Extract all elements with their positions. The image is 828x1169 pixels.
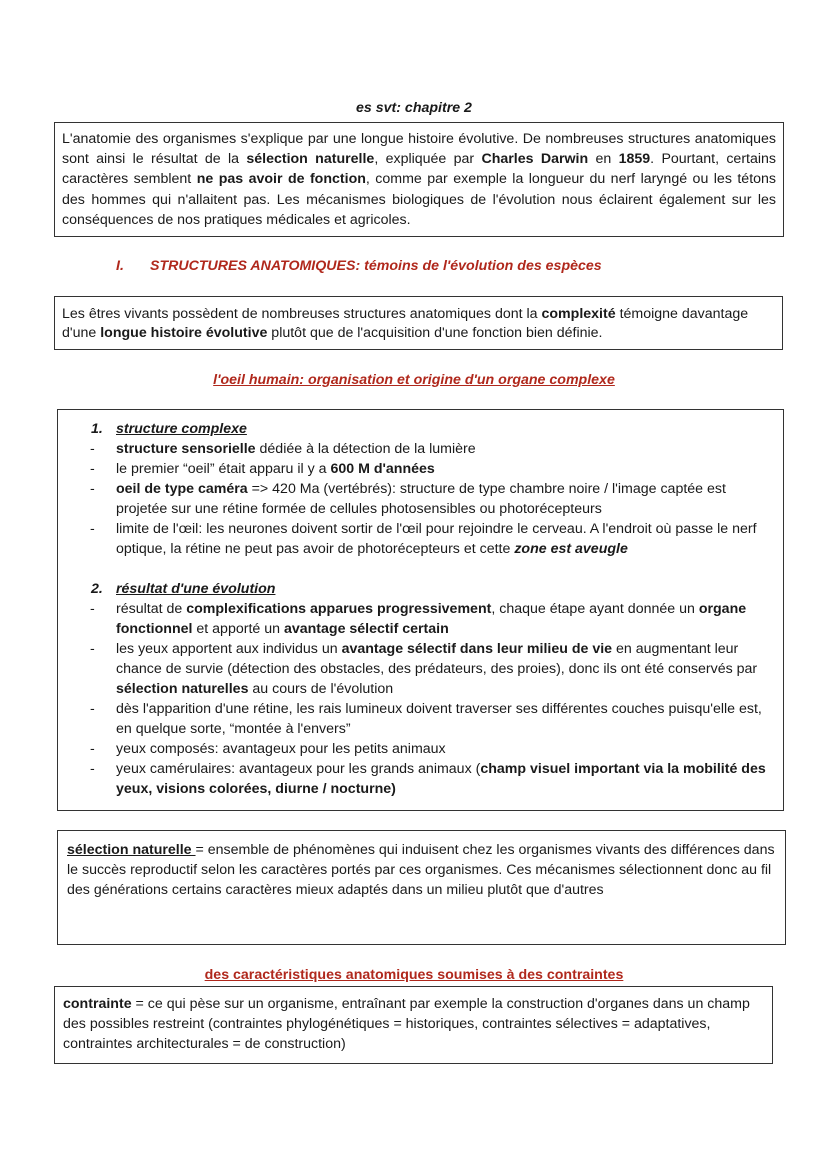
text: plutôt que de l'acquisition d'une fonction bien définie. (267, 325, 603, 341)
definition-selection-box (57, 830, 786, 945)
text: témoigne davantage d'une (62, 306, 749, 341)
part1-list (58, 439, 775, 559)
list-item (58, 479, 775, 519)
text: dédiée à la détection de la lumière (255, 441, 476, 457)
definition-term: sélection naturelle (67, 842, 196, 858)
intro-term-year: 1859 (618, 151, 651, 168)
part2-title: résultat d'une évolution (116, 581, 276, 597)
section-intro-box (54, 296, 783, 350)
list-item (58, 519, 775, 559)
bold-text: complexifications apparues progressivement (186, 601, 492, 617)
text: les yeux apportent aux individus un (116, 641, 342, 657)
text: dès l'apparition d'une rétine, les rais lumineux doivent traverser ses différentes couches puisqu'elle est, en quelque sorte, “montée à l'envers” (116, 701, 762, 737)
bold-text: oeil de type caméra (116, 481, 248, 497)
list-item (58, 639, 775, 699)
subheading-eye: l'oeil humain: organisation et origine d'un organe complexe (213, 372, 615, 388)
text: résultat de (116, 601, 187, 617)
intro-box (54, 122, 784, 237)
text: => 420 Ma (vertébrés): structure de type chambre noire / l'image captée est projetée sur une rétine formée de cellules photosensibles ou photorécepteurs (116, 481, 726, 517)
eye-box (57, 409, 784, 811)
intro-text: , expliquée par (374, 151, 482, 168)
part1-heading (58, 419, 775, 439)
section-heading (116, 258, 602, 274)
text: le premier “oeil” était apparu il y a (116, 461, 331, 477)
subheading-constraints: des caractéristiques anatomiques soumises à des contraintes (204, 967, 624, 983)
intro-text: , comme par exemple la longueur du nerf laryngé ou les tétons des hommes qui n'allaitent pas. Les mécanismes biologiques de l'évolution nous éclairent également sur les conséquences de nos pratiques médicales et agricoles. (62, 171, 777, 228)
definition-term: contrainte (63, 996, 132, 1012)
section-number: I. (116, 258, 124, 274)
bold-text: avantage sélectif certain (283, 621, 449, 637)
bold-text: avantage sélectif dans leur milieu de vie (341, 641, 613, 657)
text: au cours de l'évolution (248, 681, 394, 697)
bold-text: structure sensorielle (116, 441, 256, 457)
list-item (58, 759, 775, 799)
text: limite de l'œil: les neurones doivent sortir de l'œil pour rejoindre le cerveau. A l'endroit où passe le nerf optique, la rétine ne peut pas avoir de photorécepteurs et cette (116, 521, 757, 557)
part1-title: structure complexe (116, 421, 247, 437)
part2-list (58, 599, 775, 799)
intro-text: en (588, 151, 619, 168)
part2-number: 2. (91, 581, 103, 597)
bold-text: 600 M d'années (330, 461, 435, 477)
text: et apporté un (192, 621, 284, 637)
text: yeux composés: avantageux pour les petits animaux (116, 741, 446, 757)
text: Les êtres vivants possèdent de nombreuses structures anatomiques dont la (62, 306, 542, 322)
section-title: STRUCTURES ANATOMIQUES: témoins de l'évolution des espèces (150, 258, 602, 274)
list-item (58, 439, 775, 459)
definition-contrainte-box (54, 986, 773, 1064)
intro-text: L'anatomie des organismes s'explique par une longue histoire évolutive. De nombreuses structures anatomiques sont ainsi le résultat de la (62, 131, 776, 168)
list-item (58, 459, 775, 479)
definition-contrainte (63, 994, 764, 1054)
list-item (58, 739, 775, 759)
text: , chaque étape ayant donnée un (491, 601, 699, 617)
section-intro-paragraph (62, 305, 775, 343)
document-title: es svt: chapitre 2 (356, 100, 472, 116)
bold-text: organe fonctionnel (116, 601, 747, 637)
definition-text: = ce qui pèse sur un organisme, entraînant par exemple la construction d'organes dans un champ des possibles restreint (contraintes phylogénétiques = historiques, contraintes sélectives = adaptatives, contraintes architecturales = de construction) (63, 996, 750, 1052)
list-item (58, 699, 775, 739)
intro-term-darwin: Charles Darwin (481, 151, 589, 168)
intro-text: . Pourtant, certains caractères semblent (62, 151, 777, 188)
bold-italic-text: zone est aveugle (514, 541, 628, 557)
definition-text: = ensemble de phénomènes qui induisent chez les organismes vivants des différences dans le succès reproductif selon les caractères portés par ces organismes. Ces mécanismes sélectionnent donc au fil des générations certains caractères mieux adaptés dans un milieu plutôt que d'autres (67, 842, 775, 898)
part1-number: 1. (91, 421, 103, 437)
part2-heading (58, 579, 775, 599)
text: yeux camérulaires: avantageux pour les grands animaux ( (116, 761, 481, 777)
intro-paragraph (62, 129, 776, 230)
intro-term-selection: sélection naturelle (246, 151, 375, 168)
bold-text: sélection naturelles (116, 681, 249, 697)
bold-text: champ visuel important via la mobilité des yeux, visions colorées, diurne / nocturne) (116, 761, 766, 797)
definition-selection (67, 840, 777, 900)
list-item (58, 599, 775, 639)
text: en augmentant leur chance de survie (détection des obstacles, des prédateurs, des proies), donc ils ont été conservés par (116, 641, 758, 677)
intro-term-no-function: ne pas avoir de fonction (196, 171, 366, 188)
term-long-history: longue histoire évolutive (100, 325, 268, 341)
term-complexity: complexité (541, 306, 616, 322)
